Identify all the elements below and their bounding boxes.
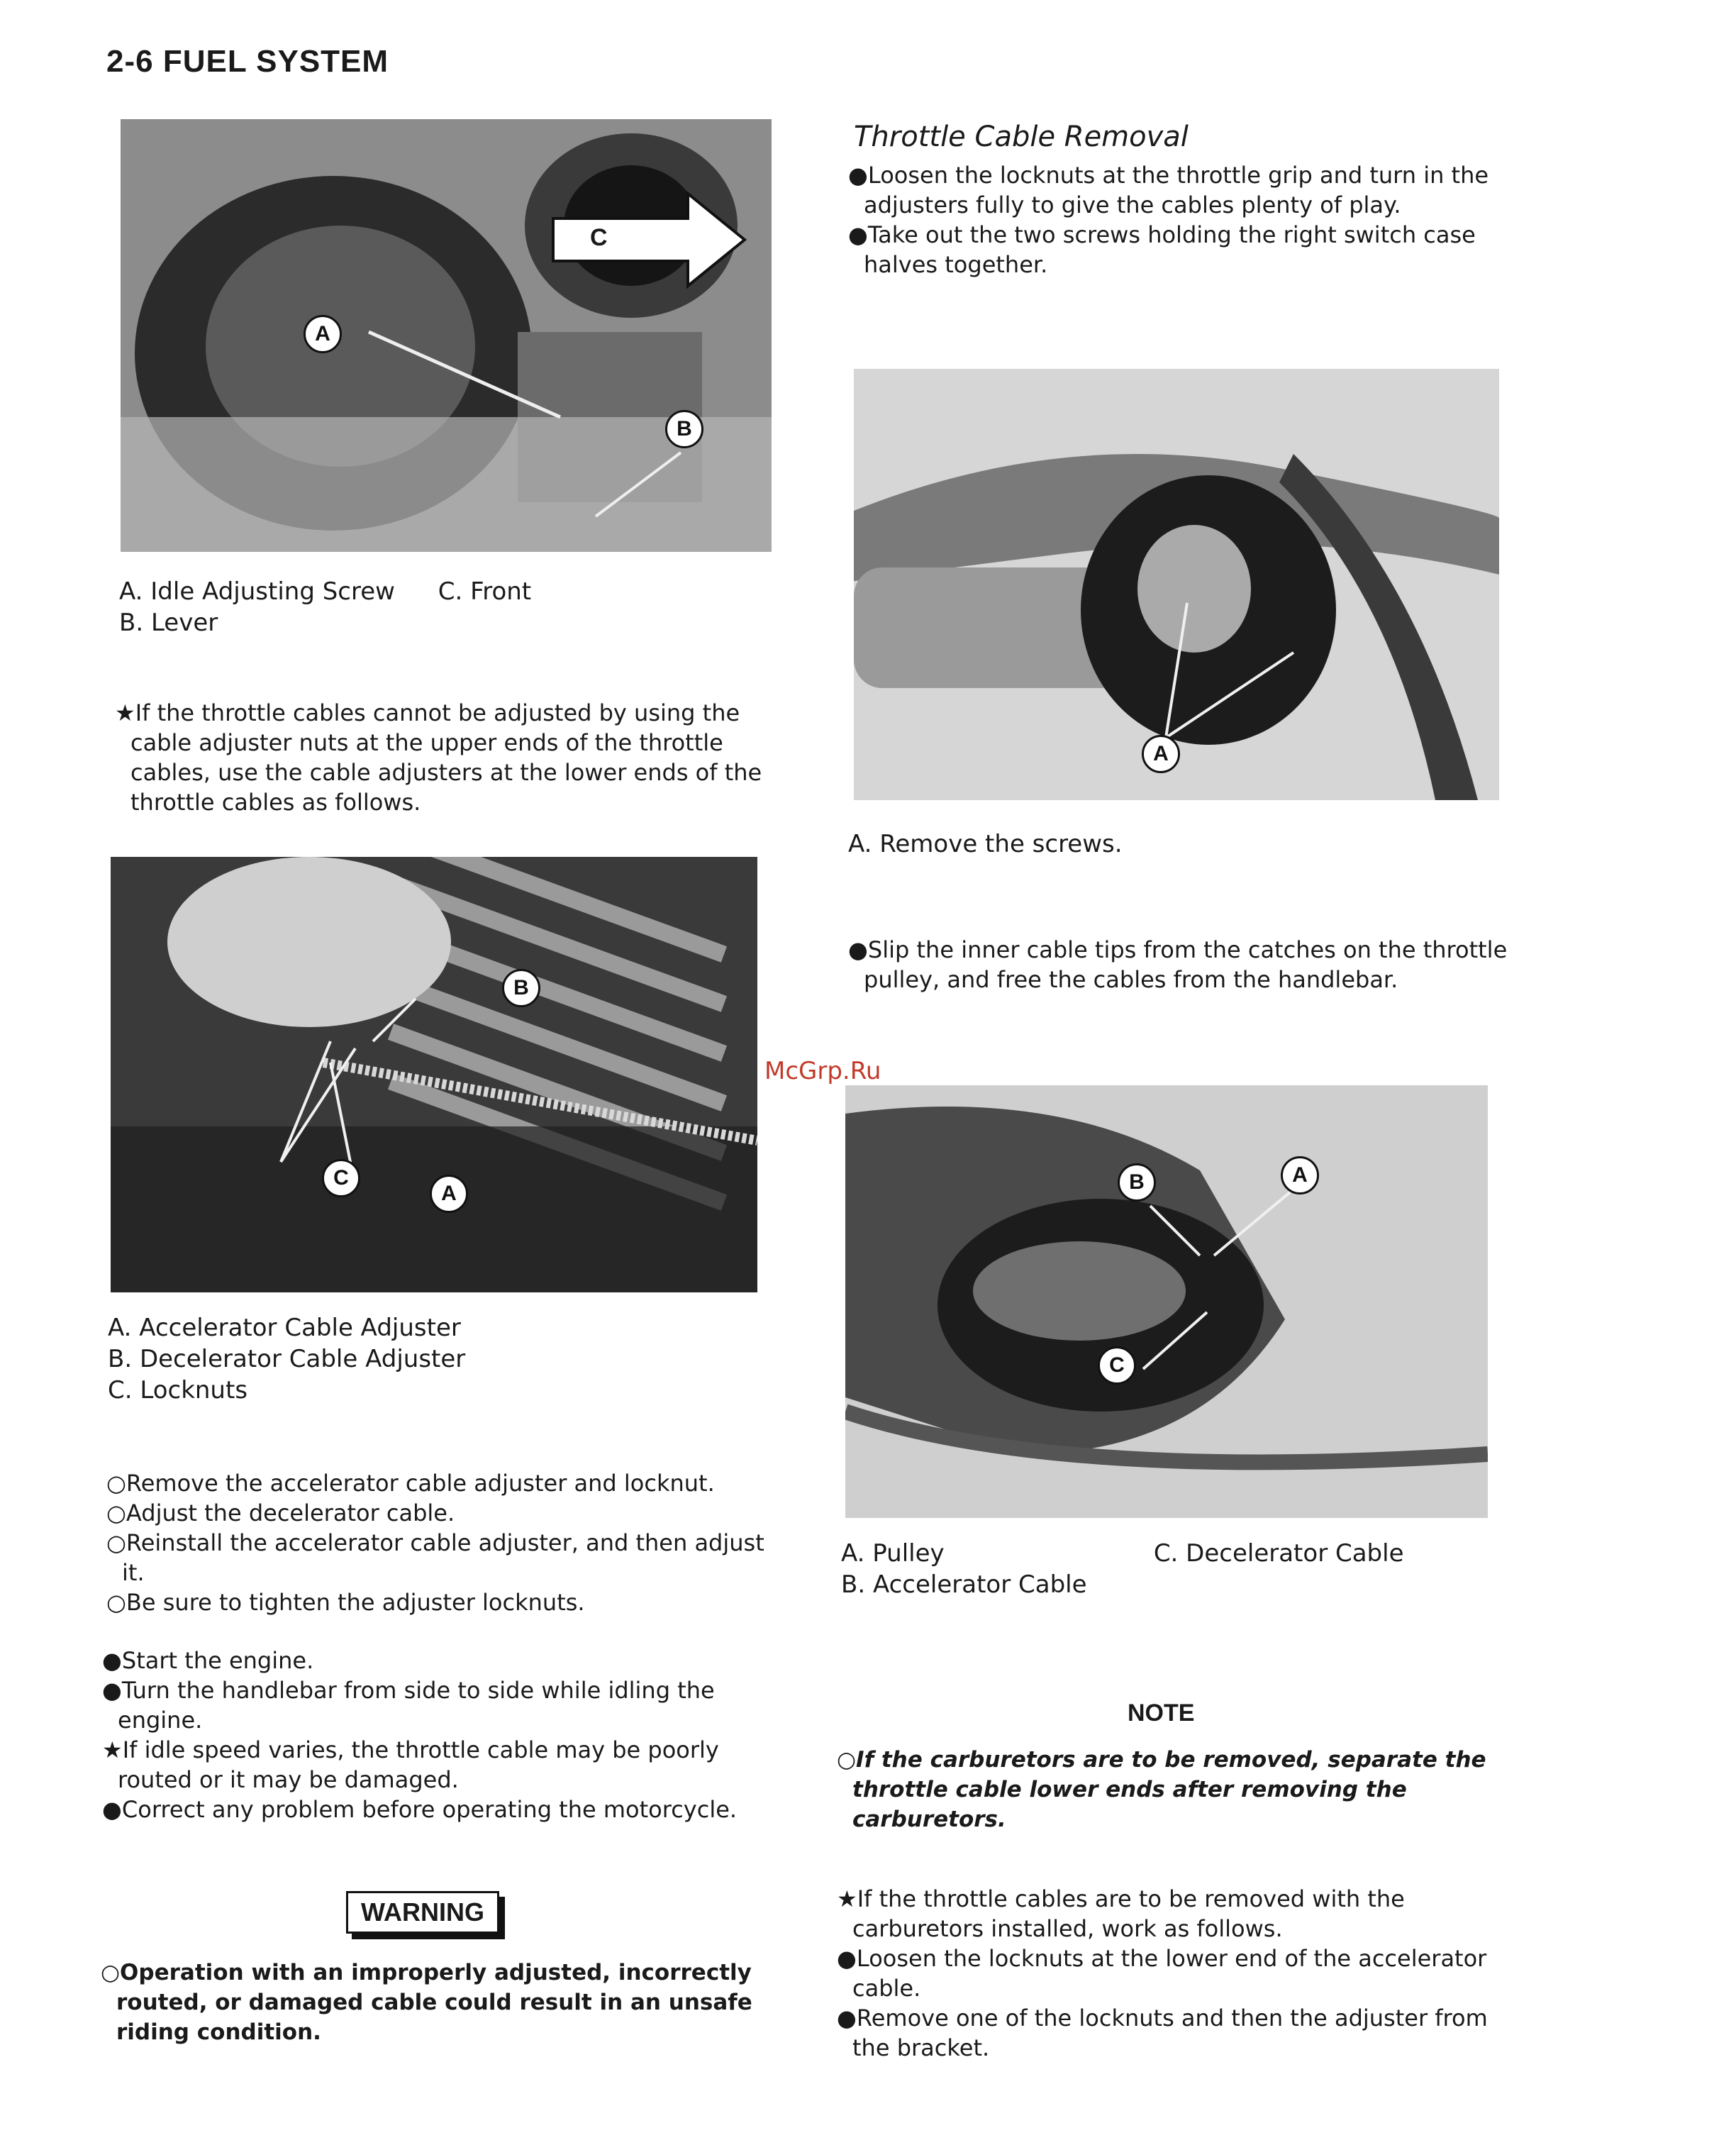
list-item: ○Reinstall the accelerator cable adjuster, and then adjust it. [106,1529,764,1586]
caption-item-a: A. Accelerator Cable Adjuster [108,1314,461,1342]
callout-a: A [1281,1156,1319,1195]
steps-remove-installed [837,1884,1496,2063]
photo-3-caption: A. Remove the screws. [848,830,1123,858]
paragraph-text: ★If the throttle cables cannot be adjusted by using the cable adjuster nuts at the upper ends of the throttle cables, use the cable adjusters at the lower ends of the throttle cables as follows. [115,699,762,816]
steps-removal [848,160,1508,279]
list-item: ○Remove the accelerator cable adjuster and locknut. [106,1470,715,1497]
callout-b: B [1118,1163,1156,1202]
callout-b: B [502,969,540,1007]
note-text-block [837,1745,1489,1834]
photo-4-caption [841,1538,1493,1600]
note-text: ○If the carburetors are to be removed, separate the throttle cable lower ends after removing the carburetors. [837,1747,1486,1832]
note-title: NOTE [1128,1700,1195,1726]
list-item: ★If the throttle cables are to be removed with the carburetors installed, work as follows. [837,1885,1405,1942]
photo-switch-case-screws [854,369,1499,800]
section-heading-throttle-cable-removal: Throttle Cable Removal [854,121,1189,153]
photo-1-illustration [121,119,772,552]
photo-lower-cable-adjusters [111,857,757,1292]
caption-item-c: C. Locknuts [108,1376,248,1404]
paragraph-slip-cable-tips [848,935,1508,994]
photo-2-illustration [111,857,757,1292]
warning-text: ○Operation with an improperly adjusted, incorrectly routed, or damaged cable could result in an unsafe riding condition. [101,1960,752,2045]
caption-item-b: B. Decelerator Cable Adjuster [108,1345,466,1373]
list-item: ●Loosen the locknuts at the lower end of the accelerator cable. [837,1945,1487,2002]
list-item: ●Remove one of the locknuts and then the adjuster from the bracket. [837,2005,1488,2061]
caption-item-b: B. Lever [119,609,218,637]
photo-3-illustration [854,369,1499,800]
photo-2-caption [108,1312,760,1406]
list-item: ●Take out the two screws holding the right switch case halves together. [848,221,1476,278]
list-item: ○Be sure to tighten the adjuster locknuts. [106,1589,585,1616]
callout-c: C [322,1159,360,1197]
photo-carburetor-idle-screw [121,119,772,552]
warning-text-block [101,1958,753,2047]
callout-c: C [590,224,608,251]
paragraph-text: ●Slip the inner cable tips from the catches on the throttle pulley, and free the cables from the handlebar. [848,936,1508,993]
page-title: 2-6 FUEL SYSTEM [106,44,389,79]
paragraph-cable-adjust-intro [115,698,774,817]
list-item: ★If idle speed varies, the throttle cable may be poorly routed or it may be damaged. [102,1736,719,1793]
caption-item-b: B. Accelerator Cable [841,1570,1087,1599]
callout-b: B [665,410,703,448]
caption-item-c: C. Front [438,577,532,606]
list-item: ●Loosen the locknuts at the throttle grip and turn in the adjusters fully to give the cables plenty of play. [848,162,1489,218]
callout-a: A [304,315,342,353]
photo-1-caption [119,576,772,638]
watermark-text: McGrp.Ru [764,1057,881,1085]
list-item: ○Adjust the decelerator cable. [106,1500,455,1526]
steps-engine-check [102,1646,766,1824]
list-item: ●Correct any problem before operating the motorcycle. [102,1796,738,1823]
caption-item-a: A. Idle Adjusting Screw [119,577,395,606]
photo-4-illustration [845,1085,1488,1518]
list-item: ●Start the engine. [102,1647,314,1674]
photo-throttle-pulley [845,1085,1488,1518]
list-item: ●Turn the handlebar from side to side while idling the engine. [102,1677,715,1734]
warning-label: WARNING [346,1891,499,1934]
callout-c: C [1098,1346,1136,1385]
caption-item-c: C. Decelerator Cable [1153,1539,1404,1568]
caption-item-a: A. Pulley [841,1539,945,1568]
callout-a: A [1142,735,1180,773]
steps-adjuster [106,1468,766,1617]
callout-a: A [430,1175,468,1213]
